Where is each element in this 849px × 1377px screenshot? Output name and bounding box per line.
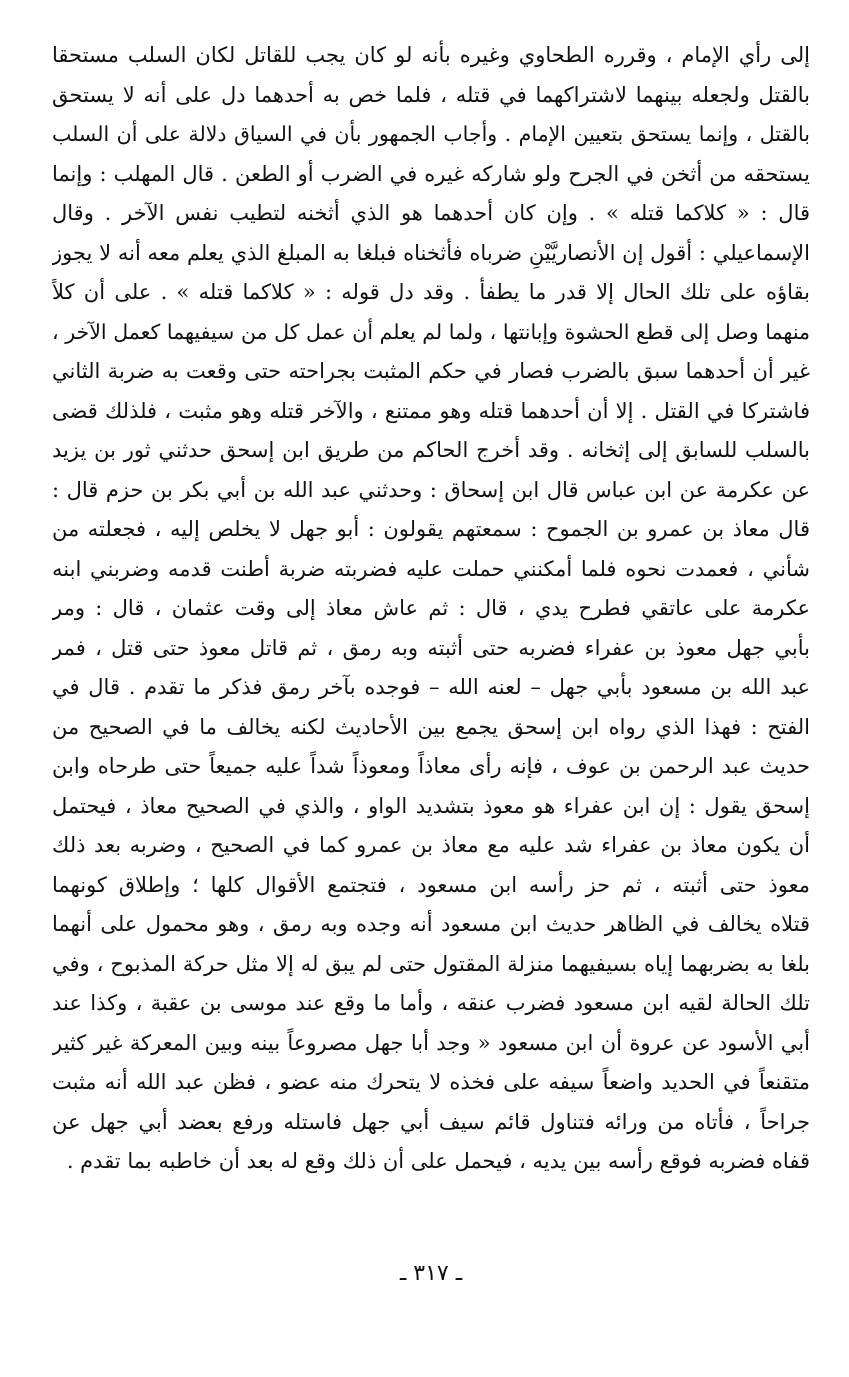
text-line-6: الإسماعيلي : أقول إن الأنصاريَّيْنِ ضرباه فأثخناه فبلغا به المبلغ الذي يعلم معه أنه لا يجوز [52,240,810,265]
text-line-28: جراحاً ، فأتاه من ورائه فتناول قائم سيف أبي جهل فاستله ورفع بعضد أبي جهل عن [52,1109,810,1134]
text-line-11: بالسلب للسابق إلى إثخانه . وقد أخرج الحاكم من طريق ابن إسحق حدثني ثور بن يزيد [52,438,810,462]
text-line-3: بالقتل ، وإنما يستحق بتعيين الإمام . وأجاب الجمهور بأن في السياق دلالة على أن السلب [52,122,810,146]
page-number: ـ ٣١٧ ـ [399,1261,463,1286]
text-line-9: غير أن أحدهما سبق بالضرب فصار في حكم المثبت بجراحته حتى وقعت به ضربة الثاني [52,359,810,383]
text-line-2: بالقتل ولجعله بينهما لاشتراكهما في قتله ، فلما خص به أحدهما دل على أنه لا يستحق [52,82,810,107]
text-line-5: قال : « كلاكما قتله » . وإن كان أحدهما هو الذي أثخنه لتطيب نفس الآخر . وقال [52,201,810,225]
text-line-29: قفاه فضربه فوقع رأسه بين يديه ، فيحمل على أن ذلك وقع له بعد أن خاطبه بما تقدم . [66,1149,810,1173]
text-line-19: حديث عبد الرحمن بن عوف ، فإنه رأى معاذاً ومعوذاً شداً عليه جميعاً حتى طرحاه وابن [52,754,810,778]
text-line-27: متقنعاً في الحديد واضعاً سيفه على فخذه لا يتحرك منه عضو ، فظن عبد الله أنه مثبت [52,1070,810,1094]
text-line-17: عبد الله بن مسعود بأبي جهل – لعنه الله – فوجده بآخر رمق فذكر ما تقدم . قال في [52,675,810,699]
book-page [52,36,810,1326]
text-line-16: بأبي جهل معوذ بن عفراء فضربه حتى أثبته وبه رمق ، ثم قاتل معوذ حتى قتل ، فمر [52,635,810,660]
text-line-22: معوذ حتى أثبته ، ثم حز رأسه ابن مسعود ، فتجتمع الأقوال كلها ؛ وإطلاق كونهما [52,872,810,897]
text-line-23: قتلاه يخالف في الظاهر حديث ابن مسعود أنه وجده وبه رمق ، وهو محمول على أنهما [52,912,810,936]
text-line-26: أبي الأسود عن عروة أن ابن مسعود « وجد أبا جهل مصروعاً بينه وبين المعركة غير كثير [52,1030,810,1055]
text-line-7: بقاؤه على تلك الحال إلا قدر ما يطفأ . وقد دل قوله : « كلاكما قتله » . على أن كلاً [52,280,810,304]
text-line-25: تلك الحالة لقيه ابن مسعود فضرب عنقه ، وأما ما وقع عند موسى بن عقبة ، وكذا عند [52,991,810,1015]
text-line-18: الفتح : فهذا الذي رواه ابن إسحق يجمع بين الأحاديث لكنه يخالف ما في الصحيح من [52,714,810,739]
body-text [52,36,810,1182]
text-line-15: عكرمة على عاتقي فطرح يدي ، قال : ثم عاش معاذ إلى وقت عثمان ، قال : ومر [52,596,810,620]
text-line-8: منهما وصل إلى قطع الحشوة وإبانتها ، ولما لم يعلم أن عمل كل من سيفيهما كعمل الآخر ، [52,319,810,344]
text-line-20: إسحق يقول : إن ابن عفراء هو معوذ بتشديد الواو ، والذي في الصحيح معاذ ، فيحتمل [52,793,810,818]
text-line-13: قال معاذ بن عمرو بن الجموح : سمعتهم يقولون : أبو جهل لا يخلص إليه ، فجعلته من [52,517,810,541]
text-line-1: إلى رأي الإمام ، وقرره الطحاوي وغيره بأنه لو كان يجب للقاتل لكان السلب مستحقا [52,43,810,67]
text-line-12: عن عكرمة عن ابن عباس قال ابن إسحاق : وحدثني عبد الله بن أبي بكر بن حزم قال : [52,477,810,502]
text-line-10: فاشتركا في القتل . إلا أن أحدهما قتله وهو ممتنع ، والآخر قتله وهو مثبت ، فلذلك قضى [52,398,810,423]
text-line-14: شأني ، فعمدت نحوه فلما أمكنني حملت عليه فضربته ضربة أطنت قدمه وضربني ابنه [52,556,810,581]
text-line-4: يستحقه من أثخن في الجرح ولو شاركه غيره في الضرب أو الطعن . قال المهلب : وإنما [52,161,810,186]
text-line-21: أن يكون معاذ بن عفراء شد عليه مع معاذ بن عمرو كما في الصحيح ، وضربه بعد ذلك [52,833,810,857]
text-line-24: بلغا به بضربهما إياه بسيفيهما منزلة المقتول حتى لم يبق له إلا مثل حركة المذبوح ، وفي [52,951,810,976]
